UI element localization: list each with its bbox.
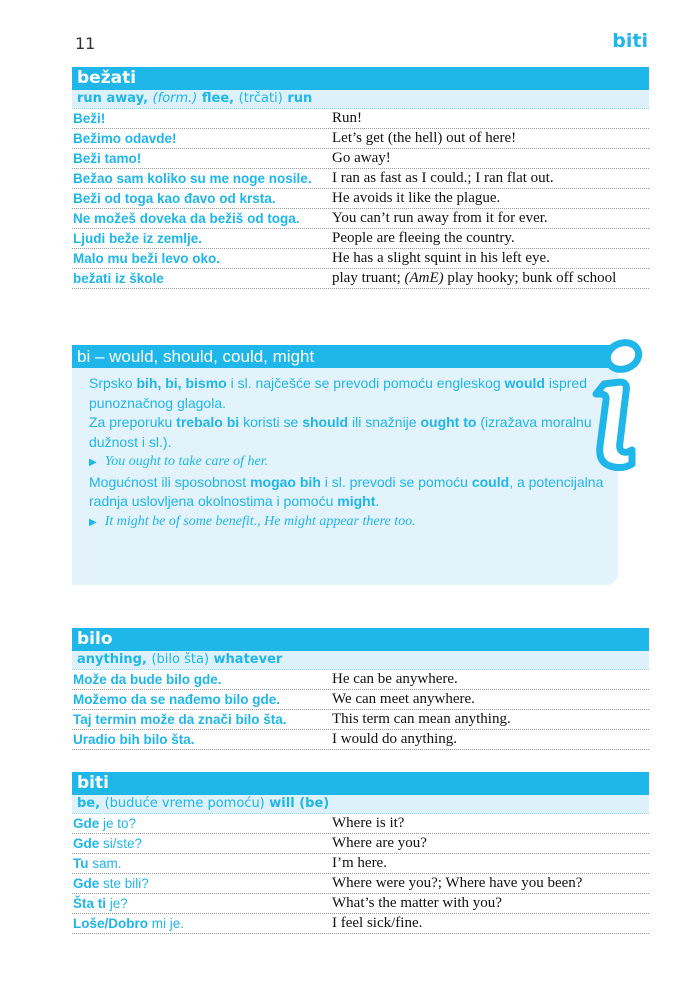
- example-row: bežati iz škole play truant; (AmE) play hooky; bunk off school: [72, 269, 649, 289]
- entry-biti: [72, 772, 649, 934]
- entry-bilo: [72, 628, 649, 750]
- example-row: Loše/Dobro mi je. I feel sick/fine.: [72, 914, 649, 934]
- example-row: Ne možeš doveka da bežiš od toga. You can’t run away from it for ever.: [72, 209, 649, 229]
- example-row: Gde si/ste? Where are you?: [72, 834, 649, 854]
- entry-translation: be, (buduće vreme pomoću) will (be): [72, 795, 649, 814]
- example-row: Može da bude bilo gde. He can be anywhere.: [72, 670, 649, 690]
- example-row: Gde je to? Where is it?: [72, 814, 649, 834]
- grammar-note-title: bi – would, should, could, might: [72, 345, 618, 368]
- note-paragraph: Srpsko bih, bi, bismo i sl. najčešće se prevodi pomoću engleskog would ispred punoznačnog glagola.: [89, 375, 587, 411]
- entry-translation: run away, (form.) flee, (trčati) run: [72, 90, 649, 109]
- example-row: Beži tamo! Go away!: [72, 149, 649, 169]
- note-example: ▶ You ought to take care of her.: [89, 454, 269, 469]
- example-row: Malo mu beži levo oko. He has a slight squint in his left eye.: [72, 249, 649, 269]
- note-paragraph: Mogućnost ili sposobnost mogao bih i sl. prevodi se pomoću could, a potencijalna radnja uslovljena okolnostima i pomoću might.: [89, 473, 604, 509]
- entry-headword: bežati: [72, 67, 649, 90]
- example-row: Bežimo odavde! Let’s get (the hell) out of here!: [72, 129, 649, 149]
- grammar-note-box: [72, 345, 618, 585]
- entry-headword: bilo: [72, 628, 649, 651]
- example-row: Taj termin može da znači bilo šta. This term can mean anything.: [72, 710, 649, 730]
- example-row: Bežao sam koliko su me noge nosile. I ran as fast as I could.; I ran flat out.: [72, 169, 649, 189]
- page-number: 11: [75, 34, 96, 53]
- example-row: Tu sam. I’m here.: [72, 854, 649, 874]
- grammar-note-body: [72, 368, 618, 532]
- note-example: ▶ It might be of some benefit., He might appear there too.: [89, 513, 416, 529]
- example-row: Gde ste bili? Where were you?; Where have you been?: [72, 874, 649, 894]
- entry-headword: biti: [72, 772, 649, 795]
- example-row: Možemo da se nađemo bilo gde. We can meet anywhere.: [72, 690, 649, 710]
- triangle-bullet-icon: ▶: [89, 516, 97, 528]
- example-row: Beži od toga kao đavo od krsta. He avoids it like the plague.: [72, 189, 649, 209]
- example-row: Uradio bih bilo šta. I would do anything.: [72, 730, 649, 750]
- example-row: Beži! Run!: [72, 109, 649, 129]
- running-head: biti: [612, 30, 648, 52]
- note-paragraph: Za preporuku trebalo bi koristi se should ili snažnije ought to (izražava moralnu dužnost i sl.).: [89, 414, 592, 450]
- triangle-bullet-icon: ▶: [89, 457, 97, 468]
- example-row: Šta ti je? What’s the matter with you?: [72, 894, 649, 914]
- info-i-icon: [576, 334, 656, 474]
- entry-bezati: [72, 67, 649, 289]
- example-row: Ljudi beže iz zemlje. People are fleeing the country.: [72, 229, 649, 249]
- entry-translation: anything, (bilo šta) whatever: [72, 651, 649, 670]
